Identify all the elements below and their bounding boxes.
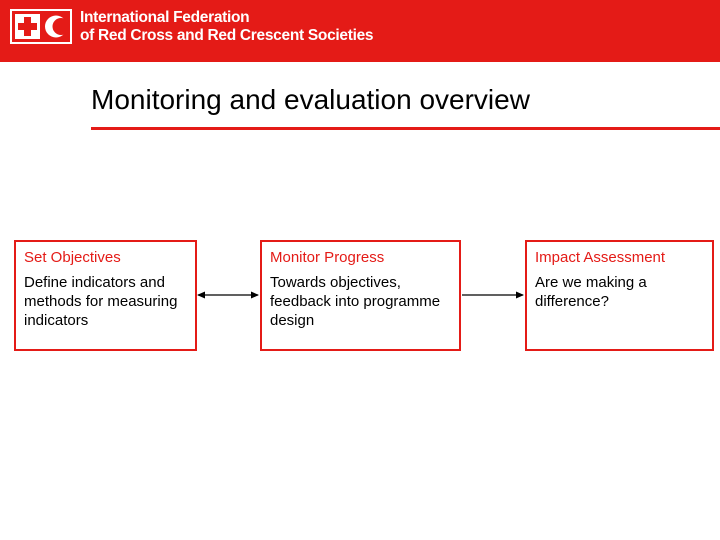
- step-description: Towards objectives, feedback into programme design: [270, 274, 441, 329]
- step-heading: Set Objectives: [24, 249, 121, 266]
- step-description: Are we making a difference?: [535, 274, 647, 310]
- org-name-line-2: of Red Cross and Red Crescent Societies: [80, 27, 374, 44]
- step-description: Define indicators and methods for measuring indicators: [24, 274, 178, 329]
- slide-title: Monitoring and evaluation overview: [91, 84, 530, 115]
- step-heading: Impact Assessment: [535, 249, 666, 266]
- step-heading: Monitor Progress: [270, 249, 385, 266]
- org-name-line-1: International Federation: [80, 9, 250, 26]
